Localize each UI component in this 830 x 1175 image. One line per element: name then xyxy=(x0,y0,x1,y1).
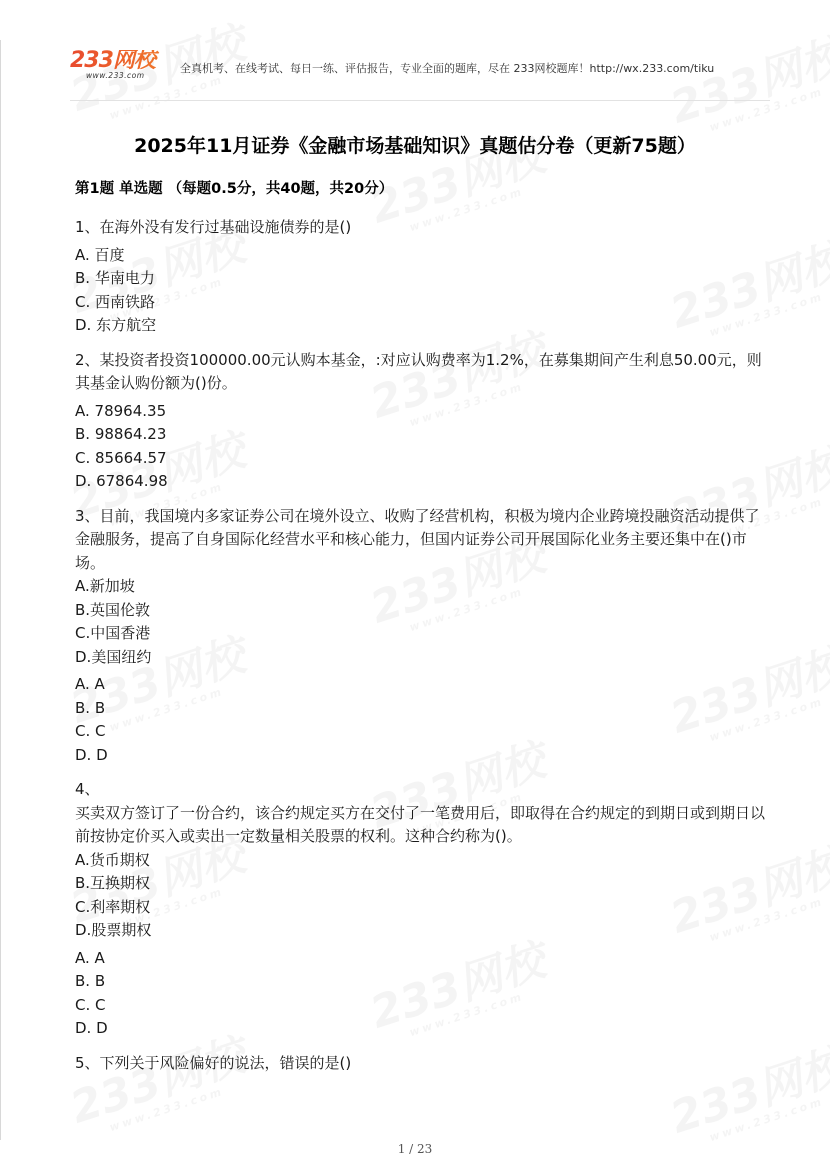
option-a: A. A xyxy=(75,675,105,693)
question-4 xyxy=(75,778,765,1041)
question-1 xyxy=(75,216,765,338)
stem-choice-b: B.英国伦敦 xyxy=(75,600,151,619)
question-5 xyxy=(75,1052,765,1076)
question-3 xyxy=(75,505,765,768)
option-b: B. B xyxy=(75,972,106,990)
question-list xyxy=(75,216,765,1086)
option-a: A. 78964.35 xyxy=(75,401,167,420)
stem-choices xyxy=(75,849,765,943)
question-number: 4、 xyxy=(75,780,100,798)
option-d: D. D xyxy=(75,745,108,764)
logo-url: www.233.com xyxy=(86,71,145,80)
option-d: D. D xyxy=(75,1019,108,1037)
page-indicator: 1 / 23 xyxy=(397,1142,433,1156)
question-stem: 5、下列关于风险偏好的说法，错误的是() xyxy=(75,1053,352,1072)
stem-choice-c: C.中国香港 xyxy=(75,624,151,642)
stem-choice-b: B.互换期权 xyxy=(75,874,151,892)
document-title: 2025年11月证券《金融市场基础知识》真题估分卷（更新75题） xyxy=(134,135,696,157)
option-d: D. 67864.98 xyxy=(75,472,168,490)
question-stem: 3、目前，我国境内多家证券公司在境外设立、收购了经营机构，积极为境内企业跨境投融资活动提供了金融服务，提高了自身国际化经营水平和核心能力，但国内证券公司开展国际化业务主要还集中在()市场。 xyxy=(75,506,760,572)
brand-logo[interactable] xyxy=(70,50,170,84)
option-c: C. C xyxy=(75,722,106,740)
question-stem: 买卖双方签订了一份合约，该合约规定买方在交付了一笔费用后，即取得在合约规定的到期日或到期日以前按协定价买入或卖出一定数量相关股票的权利。这种合约称为()。 xyxy=(75,803,766,845)
header-slogan: 全真机考、在线考试、每日一练、评估报告，专业全面的题库，尽在 233网校题库！http://wx.233.com/tiku xyxy=(180,62,715,75)
stem-choice-c: C.利率期权 xyxy=(75,897,151,916)
stem-choice-a: A.新加坡 xyxy=(75,577,135,595)
section-heading: 第1题 单选题 （每题0.5分，共40题，共20分） xyxy=(75,181,394,197)
option-c: C. 西南铁路 xyxy=(75,292,156,311)
stem-choices xyxy=(75,575,765,669)
option-b: B. B xyxy=(75,698,106,717)
question-stem: 1、在海外没有发行过基础设施债券的是() xyxy=(75,218,352,236)
stem-choice-d: D.美国纽约 xyxy=(75,647,152,666)
option-c: C. 85664.57 xyxy=(75,448,167,467)
page-left-border xyxy=(0,40,1,1140)
option-b: B. 98864.23 xyxy=(75,425,167,443)
option-b: B. 华南电力 xyxy=(75,269,155,287)
logo-text: 233网校 xyxy=(70,50,170,72)
page-header xyxy=(70,48,770,101)
stem-choice-a: A.货币期权 xyxy=(75,850,150,869)
stem-choice-d: D.股票期权 xyxy=(75,921,152,939)
option-a: A. 百度 xyxy=(75,245,125,264)
option-d: D. 东方航空 xyxy=(75,316,157,334)
option-a: A. A xyxy=(75,948,105,967)
question-stem: 2、某投资者投资100000.00元认购本基金，:对应认购费率为1.2%，在募集期间产生利息50.00元，则其基金认购份额为()份。 xyxy=(75,350,762,392)
question-2 xyxy=(75,349,765,494)
option-c: C. C xyxy=(75,995,106,1014)
